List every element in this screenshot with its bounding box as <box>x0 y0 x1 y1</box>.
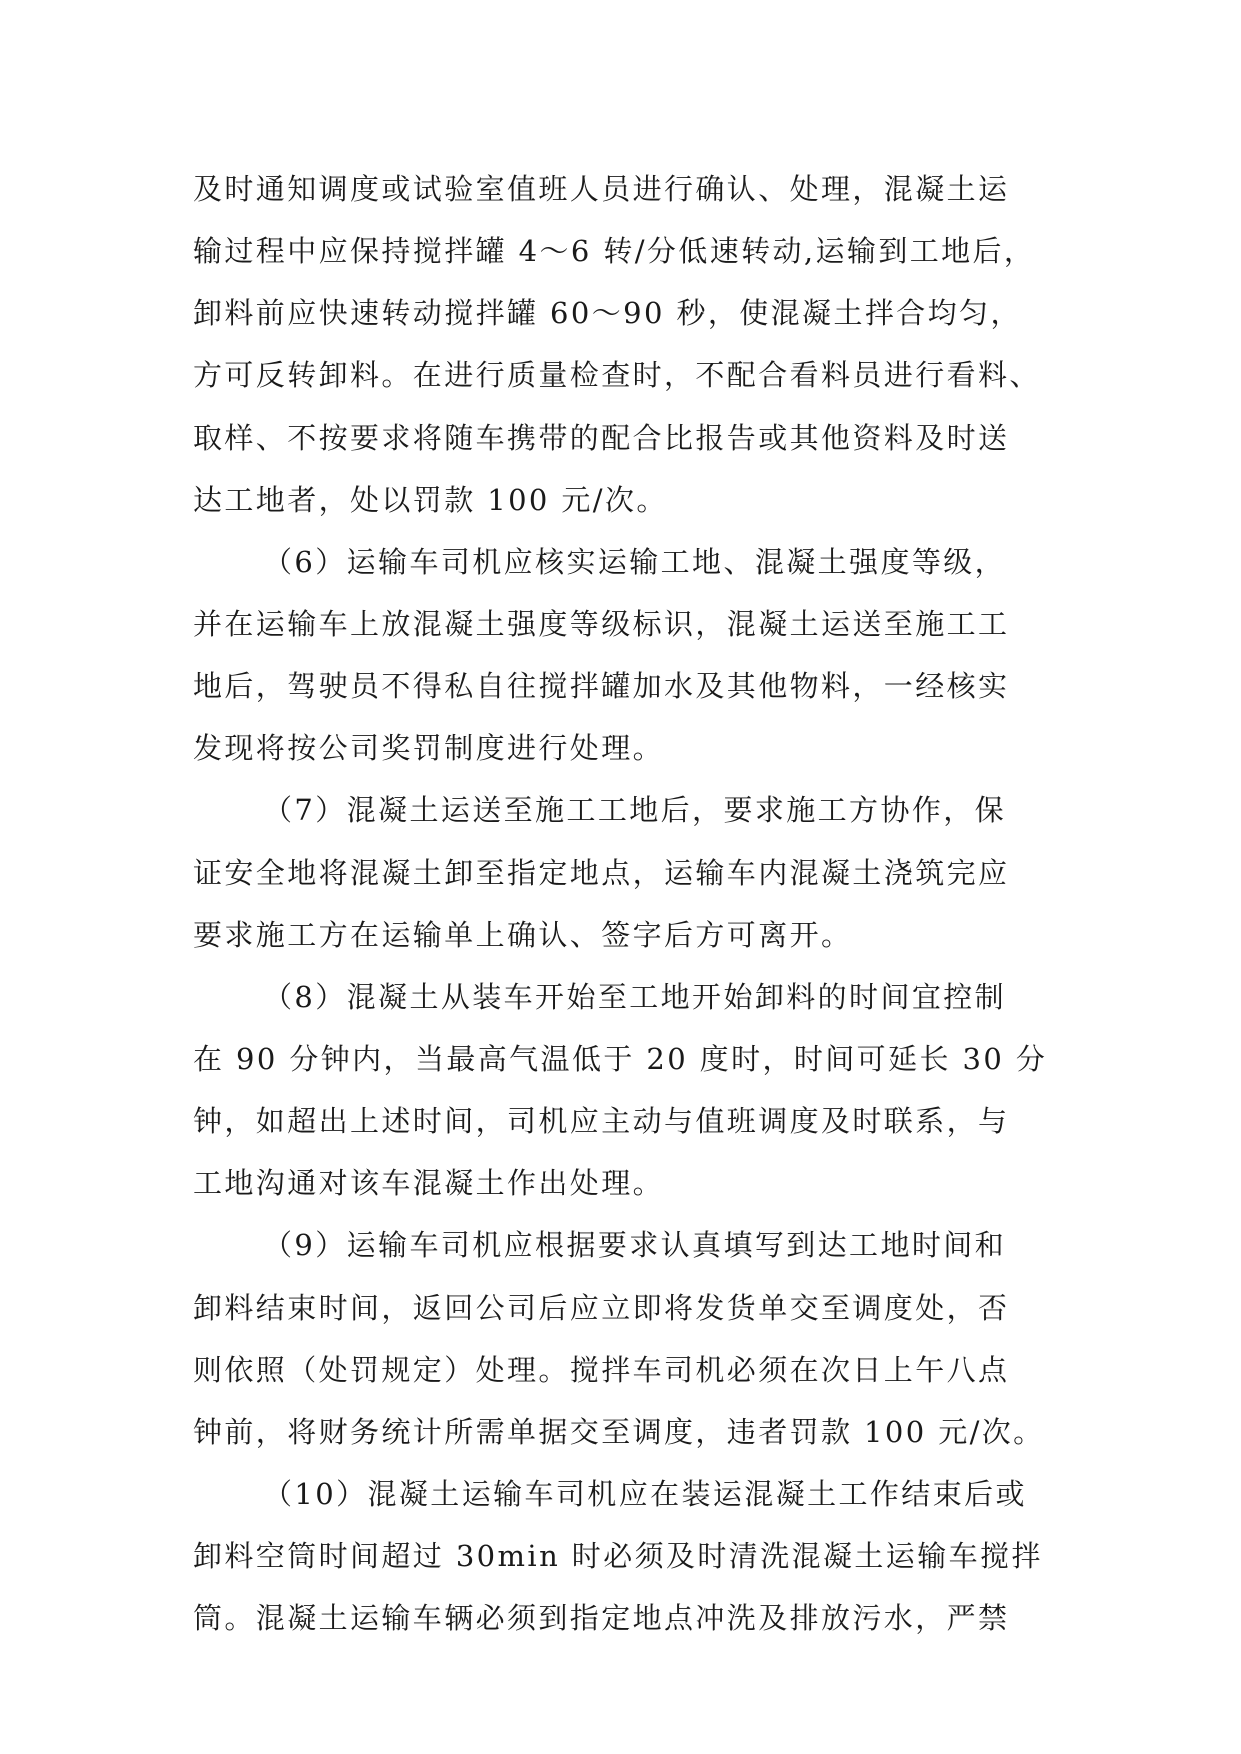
text-line: 钟前，将财务统计所需单据交至调度，违者罚款 100 元/次。 <box>193 1414 1045 1449</box>
document-body <box>193 158 1093 1649</box>
paragraph-start-8: （8）混凝土从装车开始至工地开始卸料的时间宜控制 <box>263 979 1007 1014</box>
text-line: 在 90 分钟内，当最高气温低于 20 度时，时间可延长 30 分 <box>193 1041 1048 1076</box>
text-line: 则依照（处罚规定）处理。搅拌车司机必须在次日上午八点 <box>193 1352 1010 1387</box>
text-line: 并在运输车上放混凝土强度等级标识，混凝土运送至施工工 <box>193 606 1010 641</box>
paragraph-start-6: （6）运输车司机应核实运输工地、混凝土强度等级， <box>263 544 1007 579</box>
text-line: 发现将按公司奖罚制度进行处理。 <box>193 731 665 766</box>
text-line: 卸料空筒时间超过 30min 时必须及时清洗混凝土运输车搅拌 <box>193 1539 1043 1574</box>
text-line: 要求施工方在运输单上确认、签字后方可离开。 <box>193 917 853 952</box>
text-line: 筒。混凝土运输车辆必须到指定地点冲洗及排放污水，严禁 <box>193 1601 1010 1636</box>
text-line: 取样、不按要求将随车携带的配合比报告或其他资料及时送 <box>193 420 1010 455</box>
text-line: 卸料前应快速转动搅拌罐 60～90 秒，使混凝土拌合均匀， <box>193 296 1022 331</box>
text-line: 证安全地将混凝土卸至指定地点，运输车内混凝土浇筑完应 <box>193 855 1010 890</box>
text-line: 工地沟通对该车混凝土作出处理。 <box>193 1166 665 1201</box>
text-line: 地后，驾驶员不得私自往搅拌罐加水及其他物料，一经核实 <box>193 669 1010 704</box>
paragraph-start-10: （10）混凝土运输车司机应在装运混凝土工作结束后或 <box>263 1476 1027 1511</box>
text-line: 及时通知调度或试验室值班人员进行确认、处理，混凝土运 <box>193 172 1010 206</box>
text-line: 卸料结束时间，返回公司后应立即将发货单交至调度处，否 <box>193 1290 1010 1325</box>
paragraph-start-7: （7）混凝土运送至施工工地后，要求施工方协作，保 <box>263 793 1007 828</box>
text-line: 方可反转卸料。在进行质量检查时，不配合看料员进行看料、 <box>193 358 1041 393</box>
paragraph-start-9: （9）运输车司机应根据要求认真填写到达工地时间和 <box>263 1228 1007 1263</box>
text-line: 钟，如超出上述时间，司机应主动与值班调度及时联系，与 <box>193 1104 1010 1139</box>
text-line: 输过程中应保持搅拌罐 4～6 转/分低速转动,运输到工地后， <box>193 234 1036 269</box>
text-line: 达工地者，处以罚款 100 元/次。 <box>193 482 668 517</box>
